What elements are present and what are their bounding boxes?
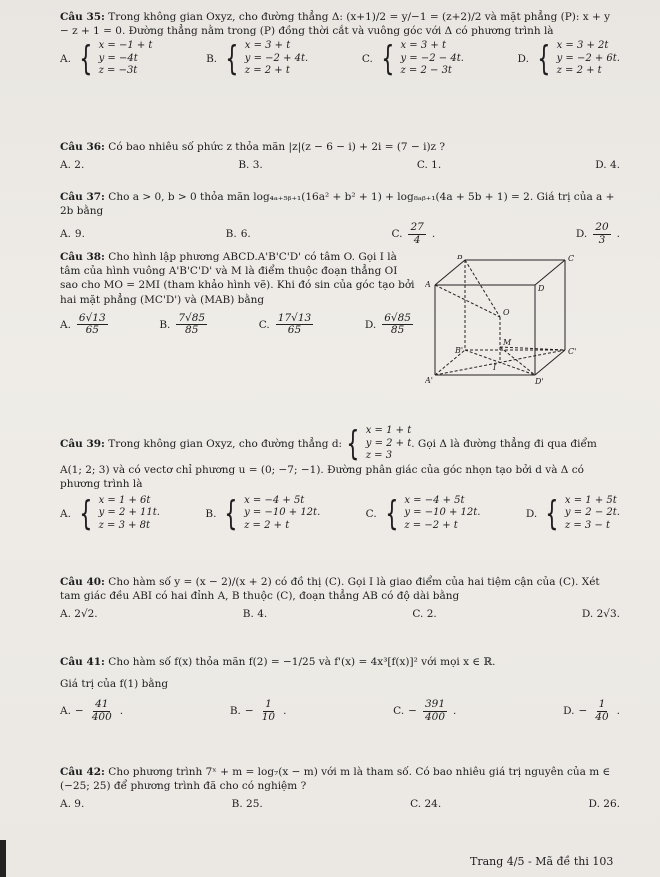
q35-option-b[interactable]: B. { x = 3 + t y = −2 + 4t. z = 2 + t [206, 39, 309, 80]
question-35 [60, 10, 620, 78]
question-41-label: Câu 41: [60, 656, 105, 668]
q40-option-d[interactable]: D. 2√3. [581, 608, 620, 621]
question-42 [60, 765, 620, 812]
q35-option-a[interactable]: A. { x = −1 + t y = −4t z = −3t [60, 39, 153, 80]
q35-option-d[interactable]: D. { x = 3 + 2t y = −2 + 6t. z = 2 + t [517, 39, 620, 80]
q42-option-b[interactable]: B. 25. [231, 798, 263, 811]
page-footer: Trang 4/5 - Mã đề thi 103 [470, 855, 614, 868]
q37-option-c[interactable]: C. $\frac{27}{4}$ . [391, 221, 436, 246]
question-37-text: Cho a > 0, b > 0 thỏa mãn log₄ₐ₊₅ᵦ₊₁(16a² + b² + 1) + log₈ₐᵦ₊₁(4a + 5b + 1) = 2. Giá trị của a + 2b bằng [60, 191, 615, 218]
cube-figure [425, 255, 585, 385]
question-39: Câu 39: Trong không gian Oxyz, cho đường thẳng d: { x = 1 + t y = 2 + t z = 3 . Gọi Δ là đường thẳng đi qua điểm A(1; 2; 3) và có vectơ chỉ phương u = (0; −7; −1). Đường phân giác của góc nhọn tạo bởi d và Δ có phương trình là A. { x = 1 + 6t y = 2 + 11t. z = 3 + 8t B. { x = −4 + 5t y = −10 + 12t. z = 2 + t C. { x = −4 + 5t y = −10 + 12t. z = −2 + t D. { x = 1 + 5t y = 2 − 2t. z = 3 − t [60, 423, 620, 534]
question-38 [60, 250, 415, 337]
question-39-label: Câu 39: [60, 437, 105, 450]
point-o: O [503, 308, 510, 317]
question-40-text: Cho hàm số y = (x − 2)/(x + 2) có đồ thị (C). Gọi I là giao điểm của hai tiệm cận của (C). Xét tam giác đều ABI có hai đỉnh A, B thuộc (C), đoạn thẳng AB có độ dài bằng [60, 576, 600, 603]
q42-option-d[interactable]: D. 26. [588, 798, 620, 811]
q36-option-d[interactable]: D. 4. [595, 159, 620, 172]
vertex-c: C [568, 255, 575, 263]
question-36 [60, 140, 620, 172]
q38-option-a[interactable]: A. $\frac{6√13}{65}$ [60, 311, 106, 337]
q37-option-a[interactable]: A. 9. [60, 228, 85, 241]
question-42-text: Cho phương trình 7ˣ + m = log₇(x − m) với m là tham số. Có bao nhiêu giá trị nguyên của m ∈ (−25; 25) để phương trình đã cho có nghiệm ? [60, 766, 611, 793]
question-39-text: A(1; 2; 3) và có vectơ chỉ phương u = (0; −7; −1). Đường phân giác của góc nhọn tạo bởi d và Δ có phương trình là [60, 463, 584, 490]
q38-option-b[interactable]: B. $\frac{7√85}{85}$ [159, 311, 206, 337]
question-42-label: Câu 42: [60, 766, 105, 778]
question-36-text: Có bao nhiêu số phức z thỏa mãn |z|(z − 6 − i) + 2i = (7 − i)z ? [108, 141, 446, 153]
binding-edge [0, 840, 6, 877]
q39-option-d[interactable]: D. { x = 1 + 5t y = 2 − 2t. z = 3 − t [525, 493, 620, 534]
q42-option-a[interactable]: A. 9. [60, 798, 85, 811]
q36-option-b[interactable]: B. 3. [238, 159, 263, 172]
vertex-b1: B' [455, 346, 464, 355]
q38-option-d[interactable]: D. $\frac{6√85}{85}$ [364, 311, 411, 337]
q40-option-b[interactable]: B. 4. [242, 608, 268, 621]
question-40 [60, 575, 620, 622]
q40-option-c[interactable]: C. 2. [412, 608, 437, 621]
q38-option-c[interactable]: C. $\frac{17√13}{65}$ [258, 311, 312, 337]
question-35-text: Trong không gian Oxyz, cho đường thẳng Δ: (x+1)/2 = y/−1 = (z+2)/2 và mặt phẳng (P): x + y − z + 1 = 0. Đường thẳng nằm trong (P) đồng thời cắt và vuông góc với Δ có phương trình là [60, 11, 611, 38]
q39-option-c[interactable]: C. { x = −4 + 5t y = −10 + 12t. z = −2 + t [365, 493, 481, 534]
q36-option-a[interactable]: A. 2. [60, 159, 85, 172]
vertex-c1: C' [568, 347, 577, 356]
question-37 [60, 190, 620, 246]
q42-option-c[interactable]: C. 24. [410, 798, 442, 811]
vertex-a1: A' [425, 376, 433, 385]
q36-option-c[interactable]: C. 1. [416, 159, 442, 172]
question-37-label: Câu 37: [60, 191, 105, 203]
vertex-d1: D' [535, 377, 544, 385]
question-40-label: Câu 40: [60, 576, 105, 588]
q41-option-d[interactable]: D. − $\frac{1}{40}$ . [563, 698, 620, 723]
q35-option-c[interactable]: C. { x = 3 + t y = −2 − 4t. z = 2 − 3t [361, 39, 464, 80]
vertex-d: D [538, 284, 545, 293]
question-38-label: Câu 38: [60, 251, 105, 263]
q41-option-c[interactable]: C. − $\frac{391}{400}$ . [393, 698, 457, 723]
q37-option-d[interactable]: D. $\frac{20}{3}$ . [575, 221, 620, 246]
question-36-label: Câu 36: [60, 141, 105, 153]
point-i: I [493, 363, 497, 372]
q41-option-a[interactable]: A. − $\frac{41}{400}$ . [60, 698, 124, 723]
question-41-text: Cho hàm số f(x) thỏa mãn f(2) = −1/25 và f'(x) = 4x³[f(x)]² với mọi x ∈ ℝ. [108, 656, 496, 668]
question-35-label: Câu 35: [60, 11, 105, 23]
q39-option-a[interactable]: A. { x = 1 + 6t y = 2 + 11t. z = 3 + 8t [60, 493, 160, 534]
question-41-subtext: Giá trị của f(1) bằng [60, 678, 169, 691]
question-38-text: Cho hình lập phương ABCD.A'B'C'D' có tâm O. Gọi I là tâm của hình vuông A'B'C'D' và M là điểm thuộc đoạn thẳng OI sao cho MO = 2MI (tham khảo hình vẽ). Khi đó sin của góc tạo bởi hai mặt phẳng (MC'D') và (MAB) bằng [60, 251, 415, 306]
q37-option-b[interactable]: B. 6. [225, 228, 251, 241]
vertex-a: A [425, 280, 431, 289]
q40-option-a[interactable]: A. 2√2. [60, 608, 98, 621]
point-m: M [503, 338, 512, 347]
q39-option-b[interactable]: B. { x = −4 + 5t y = −10 + 12t. z = 2 + t [205, 493, 321, 534]
question-41 [60, 655, 620, 723]
vertex-b: B [457, 255, 463, 261]
q41-option-b[interactable]: B. − $\frac{1}{10}$ . [229, 698, 287, 723]
